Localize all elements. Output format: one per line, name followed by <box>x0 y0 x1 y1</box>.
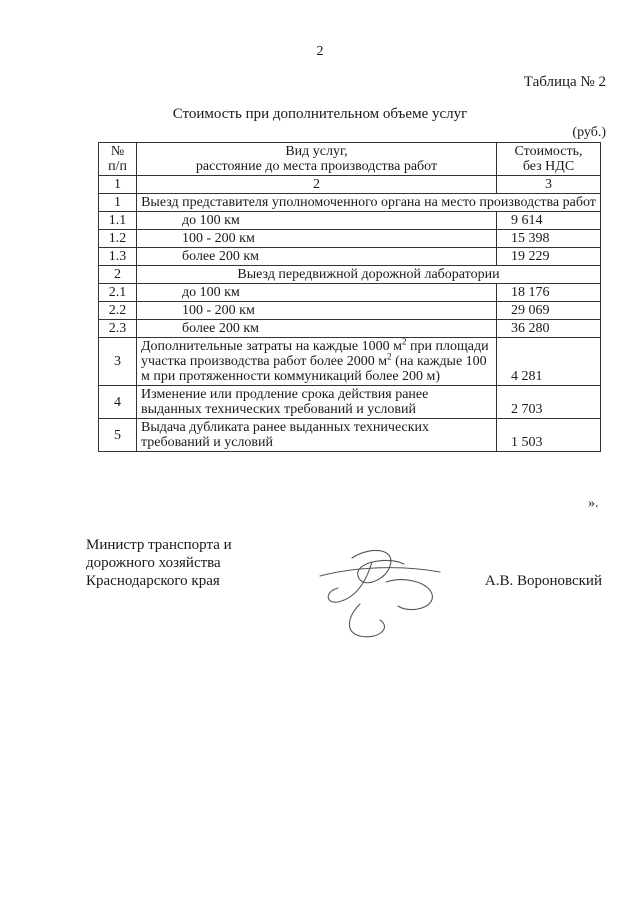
header-description: Вид услуг, расстояние до места производства работ <box>137 143 497 176</box>
item-cost: 1 503 <box>497 419 601 452</box>
item-description: более 200 км <box>137 320 497 338</box>
table-row <box>99 386 601 419</box>
table-row <box>99 284 601 302</box>
item-description: до 100 км <box>137 284 497 302</box>
table-title: Стоимость при дополнительном объеме услуг <box>172 106 468 122</box>
item-number: 3 <box>99 338 137 386</box>
item-description: 100 - 200 км <box>137 230 497 248</box>
column-index: 1 <box>99 176 137 194</box>
cost-table <box>98 142 601 452</box>
column-index: 2 <box>137 176 497 194</box>
item-number: 2.1 <box>99 284 137 302</box>
header-num: № п/п <box>99 143 137 176</box>
section-title: Выезд передвижной дорожной лаборатории <box>137 266 601 284</box>
table-row <box>99 230 601 248</box>
table-label: Таблица № 2 <box>523 74 606 90</box>
item-description: Изменение или продление срока действия ранее выданных технических требований и условий <box>137 386 497 419</box>
table-header-row <box>99 143 601 176</box>
table-row <box>99 338 601 386</box>
unit-label: (руб.) <box>572 125 606 140</box>
item-cost: 4 281 <box>497 338 601 386</box>
section-row <box>99 266 601 284</box>
column-index: 3 <box>497 176 601 194</box>
signer-position-line: Краснодарского края <box>86 573 220 589</box>
table-row <box>99 320 601 338</box>
table-row <box>99 302 601 320</box>
item-cost: 29 069 <box>497 302 601 320</box>
page-number: 2 <box>316 44 324 59</box>
header-cost: Стоимость, без НДС <box>497 143 601 176</box>
section-row <box>99 194 601 212</box>
item-number: 1.3 <box>99 248 137 266</box>
section-title: Выезд представителя уполномоченного органа на место производства работ <box>137 194 601 212</box>
handwritten-signature <box>300 536 460 646</box>
signer-position <box>86 536 232 590</box>
item-number: 4 <box>99 386 137 419</box>
column-index-row <box>99 176 601 194</box>
item-description: более 200 км <box>137 248 497 266</box>
closing-quote-mark: ». <box>588 496 599 511</box>
item-cost: 19 229 <box>497 248 601 266</box>
table-row <box>99 248 601 266</box>
signer-position-line: Министр транспорта и <box>86 537 232 553</box>
section-number: 2 <box>99 266 137 284</box>
signer-position-line: дорожного хозяйства <box>86 555 221 571</box>
item-number: 1.1 <box>99 212 137 230</box>
item-cost: 18 176 <box>497 284 601 302</box>
item-description: 100 - 200 км <box>137 302 497 320</box>
item-cost: 9 614 <box>497 212 601 230</box>
item-cost: 2 703 <box>497 386 601 419</box>
item-number: 2.2 <box>99 302 137 320</box>
item-description: до 100 км <box>137 212 497 230</box>
item-cost: 36 280 <box>497 320 601 338</box>
item-number: 2.3 <box>99 320 137 338</box>
item-number: 1.2 <box>99 230 137 248</box>
table-row <box>99 212 601 230</box>
table-row <box>99 419 601 452</box>
item-description: Выдача дубликата ранее выданных технических требований и условий <box>137 419 497 452</box>
signer-name: А.В. Вороновский <box>484 573 602 589</box>
section-number: 1 <box>99 194 137 212</box>
item-description: Дополнительные затраты на каждые 1000 $м^2$ при площади участка производства работ более 2000 $м^2$ (на каждые 100 м при протяженности коммуникаций более 200 м) <box>137 338 497 386</box>
item-cost: 15 398 <box>497 230 601 248</box>
item-number: 5 <box>99 419 137 452</box>
